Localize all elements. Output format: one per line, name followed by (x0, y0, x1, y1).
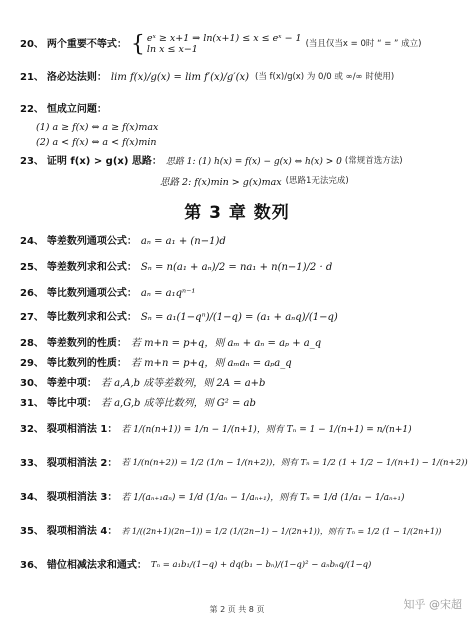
item-title: 证明 f(x) > g(x) 思路： (46, 156, 162, 167)
item-23 (20, 156, 466, 168)
item-32 (20, 424, 466, 436)
item-title: 等差中项： (46, 378, 97, 389)
formula: Sₙ = n(a₁ + aₙ)/2 = na₁ + n(n−1)/2 · d (140, 262, 333, 273)
item-title: 洛必达法则： (46, 72, 107, 83)
item-33 (20, 458, 466, 470)
item-number: 31、 (20, 398, 44, 409)
formula: aₙ = a₁ + (n−1)d (140, 236, 226, 247)
formula: 若 1/(n(n+2)) = 1/2 (1/n − 1/(n+2))，则有 Tₙ = 1/2 (1 + 1/2 − 1/(n+1) − 1/(n+2)) (121, 457, 468, 468)
item-title: 两个重要不等式： (46, 39, 127, 51)
item-number: 25、 (20, 262, 44, 273)
formula-b: (2) a < f(x) ⇔ a < f(x)min (36, 137, 157, 148)
item-number: 26、 (20, 288, 44, 299)
page-footer: 第 2 页 共 8 页 (209, 605, 265, 614)
formula: 若 m+n = p+q，则 aₘaₙ = aₚa_q (130, 358, 292, 369)
item-number: 22、 (20, 104, 44, 115)
item-25 (20, 262, 466, 274)
item-28 (20, 338, 466, 350)
note: (当 f(x)/g(x) 为 0/0 或 ∞/∞ 时使用) (255, 71, 395, 82)
item-number: 33、 (20, 458, 44, 469)
item-title: 等比数列的性质： (46, 358, 127, 369)
item-number: 34、 (20, 492, 44, 503)
formula: 若 1/(n(n+1)) = 1/n − 1/(n+1)，则有 Tₙ = 1 − 1/(n+1) = n/(n+1) (121, 424, 412, 435)
item-number: 28、 (20, 338, 44, 349)
item-number: 27、 (20, 312, 44, 323)
item-title: 等比数列通项公式： (46, 288, 137, 299)
item-number: 23、 (20, 156, 44, 167)
formula-b: ln x ≤ x−1 (146, 44, 198, 55)
item-24 (20, 236, 466, 248)
note-b: (思路1无法完成) (285, 176, 349, 186)
item-20 (20, 34, 466, 56)
formula: Sₙ = a₁(1−qⁿ)/(1−q) = (a₁ + aₙq)/(1−q) (140, 312, 338, 323)
item-title: 裂项相消法 2： (46, 458, 118, 469)
formula-b-text: 思路 2: f(x)min > g(x)max (160, 177, 282, 188)
item-number: 24、 (20, 236, 44, 247)
item-title: 恒成立问题： (46, 104, 107, 115)
item-number: 30、 (20, 378, 44, 389)
item-21 (20, 72, 466, 84)
item-30 (20, 378, 466, 390)
item-27 (20, 312, 466, 324)
formula: 思路 1: (1) h(x) = f(x) − g(x) ⇔ h(x) > 0 (165, 156, 342, 167)
formula: 若 a,G,b 成等比数列，则 G² = ab (100, 398, 256, 409)
left-brace-icon: { (130, 32, 145, 57)
item-31 (20, 398, 466, 410)
formula: aₙ = a₁qⁿ⁻¹ (140, 288, 196, 299)
chapter-title: 第 3 章 数列 (184, 203, 290, 223)
item-22 (20, 104, 466, 116)
watermark-text: 知乎 @宋超 (403, 598, 462, 611)
formula: eˣ ≥ x+1 ⇒ ln(x+1) ≤ x ≤ eˣ − 1 (146, 33, 302, 45)
item-title: 裂项相消法 4： (46, 526, 118, 537)
item-36 (20, 560, 466, 572)
item-number: 36、 (20, 560, 44, 571)
formula-a: (1) a ≥ f(x) ⇔ a ≥ f(x)max (36, 122, 159, 133)
item-title: 等差数列求和公式： (46, 262, 137, 273)
item-title: 等差数列的性质： (46, 338, 127, 349)
formula: 若 1/(aₙ₊₁aₙ) = 1/d (1/aₙ − 1/aₙ₊₁)，则有 Tₙ = 1/d (1/a₁ − 1/aₙ₊₁) (121, 492, 405, 503)
item-number: 20、 (20, 39, 44, 51)
item-title: 裂项相消法 1： (46, 424, 118, 435)
item-34 (20, 492, 466, 504)
item-number: 29、 (20, 358, 44, 369)
note: (当且仅当x = 0时 “ = ” 成立) (305, 39, 422, 50)
item-number: 32、 (20, 424, 44, 435)
item-26 (20, 288, 466, 300)
watermark (404, 596, 463, 612)
formula: 若 a,A,b 成等差数列，则 2A = a+b (100, 378, 266, 389)
formula: lim f(x)/g(x) = lim f′(x)/g′(x) (110, 72, 250, 83)
formula: 若 1/((2n+1)(2n−1)) = 1/2 (1/(2n−1) − 1/(2n+1))，则有 Tₙ = 1/2 (1 − 1/(2n+1)) (121, 527, 442, 537)
formula: 若 m+n = p+q，则 aₘ + aₙ = aₚ + a_q (130, 338, 322, 349)
item-title: 等差数列通项公式： (46, 236, 137, 247)
formula-b (160, 174, 349, 188)
item-number: 35、 (20, 526, 44, 537)
note: (常规首选方法) (344, 155, 403, 166)
formula-stack (147, 34, 302, 56)
item-title: 等比数列求和公式： (46, 312, 137, 323)
item-title: 等比中项： (46, 398, 97, 409)
item-title: 错位相减法求和通式： (46, 560, 147, 571)
formula: Tₙ = a₁b₁/(1−q) + dq(b₁ − bₙ)/(1−q)² − aₙbₙq/(1−q) (150, 559, 372, 570)
item-35 (20, 526, 466, 538)
item-title: 裂项相消法 3： (46, 492, 118, 503)
item-29 (20, 358, 466, 370)
item-number: 21、 (20, 72, 44, 83)
